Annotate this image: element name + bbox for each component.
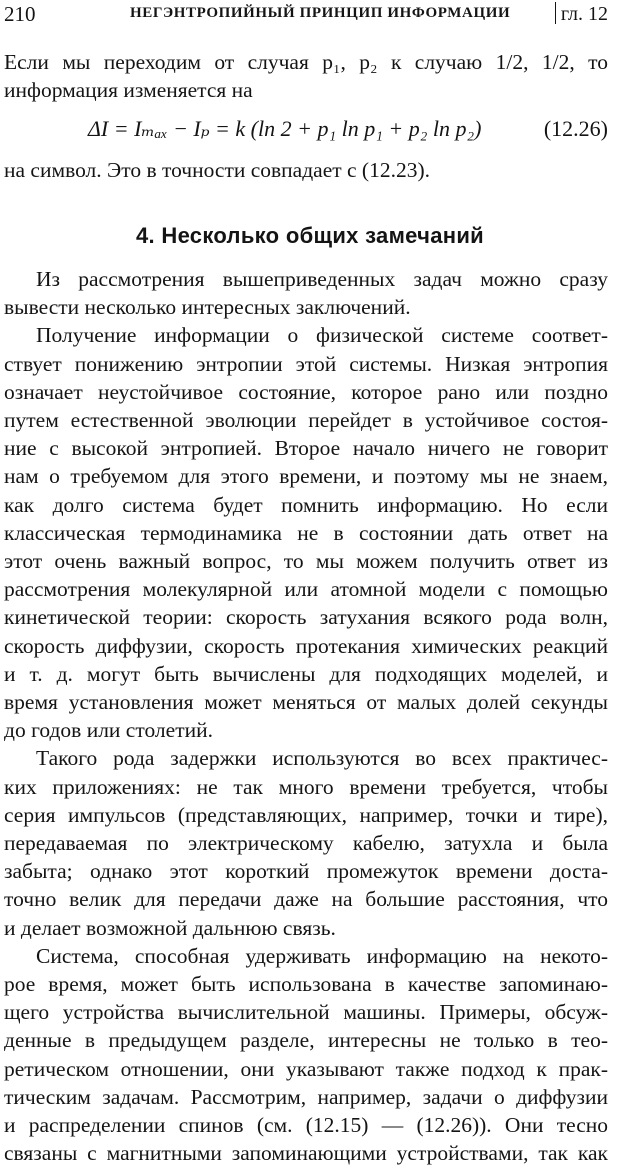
paragraph-2	[4, 321, 608, 744]
paragraph-line: нам о требуемом для этого времени, и поэтому мы не знаем,	[4, 464, 608, 489]
equation-12-26	[88, 116, 608, 146]
paragraph-line: путем естественной эволюции перейдет в устойчивое состоя-	[4, 408, 608, 433]
paragraph-line: Такого рода задержки используются во всех практичес-	[36, 746, 608, 771]
paragraph-line: время установления может меняться от малых долей секунды	[4, 690, 608, 715]
paragraph-line: Получение информации о физической системе соответ-	[36, 323, 608, 348]
paragraph-line: точно велик для передачи даже на большие расстояния, что	[4, 887, 608, 912]
paragraph-line: до годов или столетий.	[4, 718, 213, 743]
equation-expression: ΔI = Iₘₐₓ − Iₚ = k (ln 2 + p₁ ln p₁ + p₂ ln p₂)	[88, 116, 482, 141]
paragraph-line: кинетической теории: скорость затухания всякого рода волн,	[4, 605, 608, 630]
chapter-reference-text: гл. 12	[560, 3, 608, 25]
paragraph-line: означает неустойчивое состояние, которое рано или поздно	[4, 379, 608, 404]
paragraph-line: передаваемая по электрическому кабелю, затухла и была	[4, 831, 608, 856]
paragraph-line: и распределении спинов (см. (12.15) — (12.26)). Они тесно	[4, 1113, 608, 1138]
paragraph-line: связаны с магнитными запоминающими устройствами, так как	[4, 1141, 608, 1166]
running-title: НЕГЭНТРОПИЙНЫЙ ПРИНЦИП ИНФОРМАЦИИ	[130, 5, 511, 21]
paragraph-line: ние с высокой энтропией. Второе начало ничего не говорит	[4, 436, 608, 461]
paragraph-line: классическая термодинамика не в состоянии дать ответ на	[4, 520, 608, 545]
paragraph-line: этот очень важный вопрос, то мы можем получить ответ из	[4, 549, 608, 574]
page-number: 210	[4, 2, 36, 26]
paragraph-line: тическим задачам. Рассмотрим, например, задачи о диффузии	[4, 1084, 608, 1109]
intro-line-1: Если мы переходим от случая p₁, p₂ к случаю 1/2, 1/2, то	[4, 50, 608, 74]
chapter-reference	[555, 2, 608, 26]
equation-number: (12.26)	[543, 116, 608, 141]
after-formula-text	[4, 156, 608, 184]
paragraph-line: скорость диффузии, скорость протекания химических реакций	[4, 633, 608, 658]
paragraph-line: ких приложениях: не так много времени требуется, чтобы	[4, 774, 608, 799]
paragraph-1	[4, 265, 608, 321]
page-header	[4, 2, 608, 28]
paragraph-line: щего устройства вычислительной машины. Примеры, обсуж-	[4, 1000, 608, 1025]
paragraph-line: рассмотрения молекулярной или атомной модели с помощью	[4, 577, 608, 602]
paragraph-line: рое время, может быть использована в качестве запоминаю-	[4, 972, 608, 997]
paragraph-4	[4, 942, 608, 1168]
body-text	[4, 265, 608, 1168]
after-formula-line: на символ. Это в точности совпадает с (12.23).	[4, 158, 430, 182]
paragraph-line: и т. д. могут быть вычислены для подходящих моделей, и	[4, 661, 608, 686]
paragraph-line: вывести несколько интересных заключений.	[4, 295, 411, 320]
header-divider	[555, 2, 556, 24]
paragraph-line: ствует понижению энтропии этой системы. Низкая энтропия	[4, 351, 608, 376]
paragraph-line: серия импульсов (представляющих, например, точки и тире),	[4, 802, 608, 827]
paragraph-line: Из рассмотрения вышеприведенных задач можно сразу	[36, 267, 608, 291]
section-heading: 4. Несколько общих замечаний	[136, 223, 484, 248]
paragraph-line: Система, способная удерживать информацию на некото-	[36, 943, 608, 968]
paragraph-line: ретическом отношении, они указывают также подход к прак-	[4, 1056, 608, 1081]
paragraph-line: как долго система будет помнить информацию. Но если	[4, 492, 608, 517]
intro-text	[4, 48, 608, 104]
intro-line-2: информация изменяется на	[4, 78, 253, 103]
paragraph-line: забыта; однако этот короткий промежуток времени доста-	[4, 859, 608, 884]
paragraph-line: и делает возможной дальнюю связь.	[4, 915, 336, 940]
paragraph-3	[4, 744, 608, 941]
paragraph-line: денные в предыдущем разделе, интересны не только в тео-	[4, 1028, 608, 1053]
